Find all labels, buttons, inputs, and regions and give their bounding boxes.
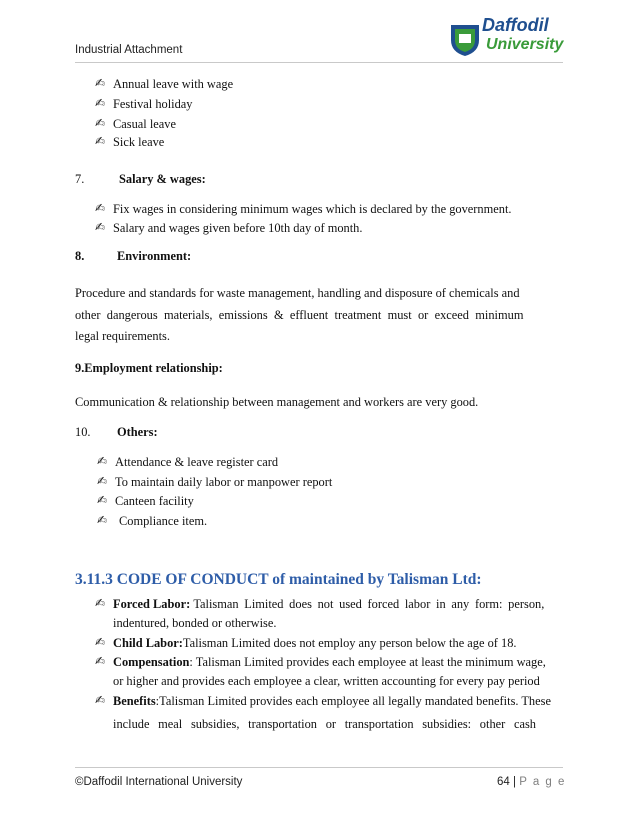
- list-item: [113, 655, 546, 670]
- item-label: Child Labor:: [113, 636, 183, 650]
- writing-hand-icon: ✍: [97, 493, 108, 507]
- page-number: 64 | P a g e: [497, 776, 566, 788]
- section-heading: 3.11.3 CODE OF CONDUCT of maintained by Talisman Ltd:: [75, 571, 482, 588]
- logo-text-university: University: [486, 36, 564, 53]
- item-text: :Talisman Limited provides each employee all legally mandated benefits. These: [155, 694, 551, 708]
- logo-text-daffodil: Daffodil: [482, 15, 549, 35]
- section-title: Environment:: [117, 249, 192, 263]
- list-item: Compliance item.: [119, 514, 208, 528]
- list-item: [113, 636, 517, 651]
- item-text: Talisman Limited does not used forced labor in any form: person,: [193, 597, 545, 611]
- shield-icon: [448, 22, 482, 58]
- section-number: 8.: [75, 249, 85, 263]
- item-label: Benefits: [113, 694, 156, 708]
- writing-hand-icon: ✍: [97, 513, 108, 527]
- footer-copyright: ©Daffodil International University: [75, 776, 243, 788]
- header-divider: [75, 62, 563, 63]
- list-item: Fix wages in considering minimum wages which is declared by the government.: [113, 202, 512, 216]
- writing-hand-icon: ✍: [95, 96, 106, 110]
- list-item: Casual leave: [113, 117, 176, 131]
- list-item: [113, 597, 561, 612]
- section-title: Salary & wages:: [119, 172, 206, 186]
- item-label: Compensation: [113, 655, 190, 669]
- writing-hand-icon: ✍: [97, 454, 108, 468]
- paragraph-line: Procedure and standards for waste management, handling and disposure of chemicals and: [75, 286, 520, 300]
- writing-hand-icon: ✍: [97, 474, 108, 488]
- item-label: Forced Labor:: [113, 597, 191, 611]
- item-text-continued: include meal subsidies, transportation or transportation subsidies: other cash: [113, 717, 536, 731]
- list-item: Festival holiday: [113, 97, 193, 111]
- writing-hand-icon: ✍: [95, 693, 106, 707]
- list-item: To maintain daily labor or manpower report: [115, 475, 333, 489]
- item-text: : Talisman Limited provides each employee at least the minimum wage,: [189, 655, 546, 669]
- list-item: Canteen facility: [115, 494, 194, 508]
- list-item: [113, 694, 551, 709]
- page-label: P a g e: [519, 776, 566, 788]
- list-item: Annual leave with wage: [113, 77, 234, 91]
- running-header: Industrial Attachment: [75, 44, 183, 56]
- section-title: Others:: [117, 425, 158, 439]
- section-number: 10.: [75, 425, 91, 439]
- list-item: Sick leave: [113, 135, 165, 149]
- writing-hand-icon: ✍: [95, 220, 106, 234]
- university-logo: [448, 14, 568, 60]
- writing-hand-icon: ✍: [95, 134, 106, 148]
- writing-hand-icon: ✍: [95, 654, 106, 668]
- list-item: Salary and wages given before 10th day of month.: [113, 221, 363, 235]
- item-text-continued: or higher and provides each employee a clear, written accounting for every pay period: [113, 674, 540, 688]
- paragraph-line: legal requirements.: [75, 329, 170, 343]
- writing-hand-icon: ✍: [95, 76, 106, 90]
- footer-divider: [75, 767, 563, 768]
- writing-hand-icon: ✍: [95, 596, 106, 610]
- page-number-value: 64: [497, 776, 510, 788]
- item-text: Talisman Limited does not employ any person below the age of 18.: [182, 636, 517, 650]
- section-number: 7.: [75, 172, 85, 186]
- paragraph-line: Communication & relationship between management and workers are very good.: [75, 395, 479, 409]
- writing-hand-icon: ✍: [95, 201, 106, 215]
- list-item: Attendance & leave register card: [115, 455, 279, 469]
- paragraph-line: other dangerous materials, emissions & effluent treatment must or exceed minimum: [75, 308, 524, 322]
- item-text-continued: indentured, bonded or otherwise.: [113, 616, 277, 630]
- writing-hand-icon: ✍: [95, 635, 106, 649]
- section-title: 9.Employment relationship:: [75, 361, 223, 375]
- writing-hand-icon: ✍: [95, 116, 106, 130]
